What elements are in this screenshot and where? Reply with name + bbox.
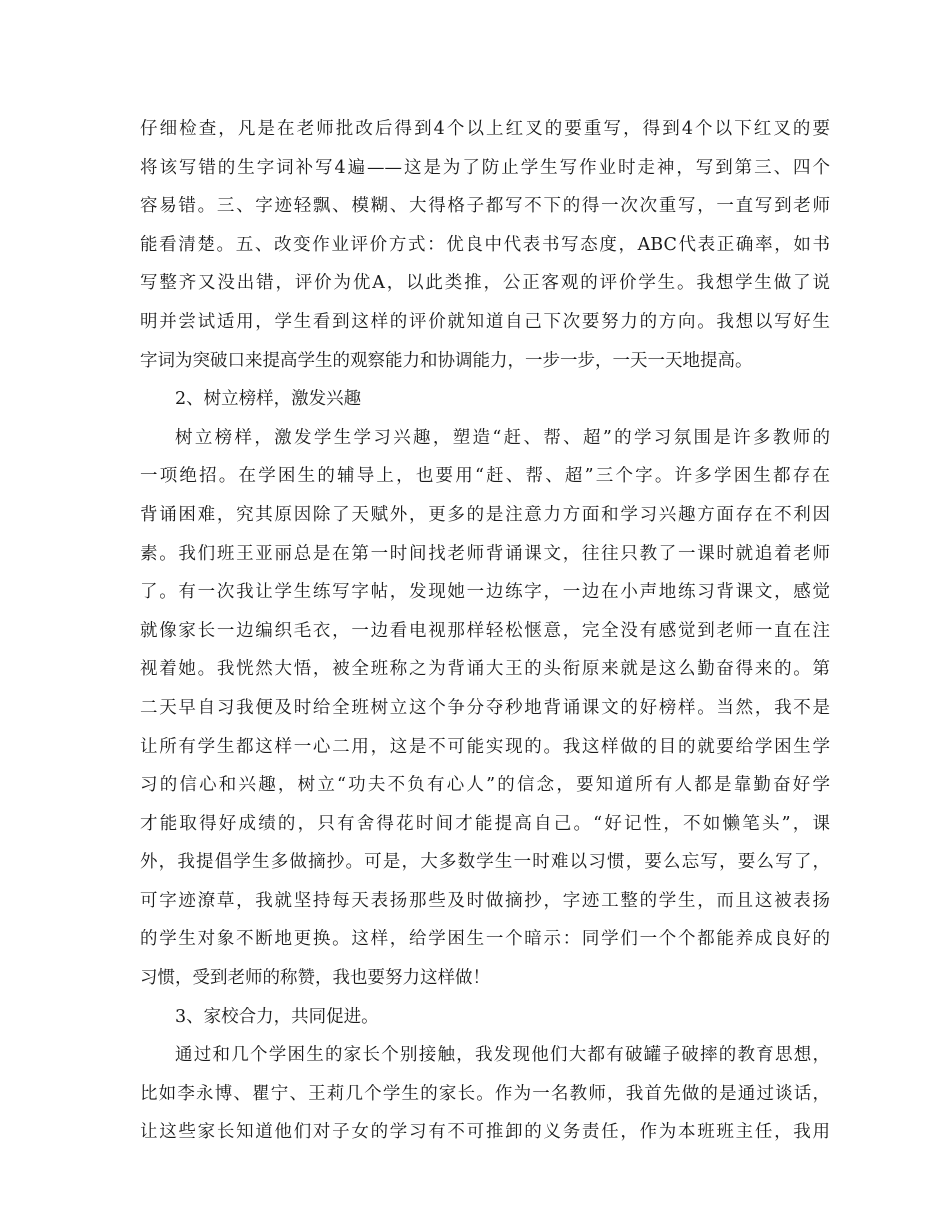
text-line: 素。我们班王亚丽总是在第一时间找老师背诵课文，往往只教了一课时就追着老师 xyxy=(140,543,830,564)
text-line: 比如李永博、瞿宁、王莉几个学生的家长。作为一名教师，我首先做的是通过谈话， xyxy=(140,1083,830,1104)
text-line: 一项绝招。在学困生的辅导上，也要用“赶、帮、超”三个字。许多学困生都存在 xyxy=(140,466,830,487)
text-line: 将该写错的生字词补写4遍——这是为了防止学生写作业时走神，写到第三、四个 xyxy=(140,157,830,178)
text-line: 的学生对象不断地更换。这样，给学困生一个暗示：同学们一个个都能养成良好的 xyxy=(140,929,830,950)
text-line: 可字迹潦草，我就坚持每天表扬那些及时做摘抄，字迹工整的学生，而且这被表扬 xyxy=(140,890,830,911)
text-line: 字词为突破口来提高学生的观察能力和协调能力，一步一步，一天一天地提高。 xyxy=(140,350,753,371)
text-line: 习的信心和兴趣，树立“功夫不负有心人”的信念，要知道所有人都是靠勤奋好学 xyxy=(140,775,830,796)
text-line: 写整齐又没出错，评价为优A，以此类推，公正客观的评价学生。我想学生做了说 xyxy=(140,273,830,294)
text-line: 通过和几个学困生的家长个别接触，我发现他们大都有破罐子破摔的教育思想， xyxy=(175,1045,830,1066)
text-line: 让所有学生都这样一心二用，这是不可能实现的。我这样做的目的就要给学困生学 xyxy=(140,736,830,757)
text-line: 让这些家长知道他们对子女的学习有不可推卸的义务责任，作为本班班主任，我用 xyxy=(140,1122,830,1143)
text-line: 能看清楚。五、改变作业评价方式：优良中代表书写态度，ABC代表正确率，如书 xyxy=(140,234,830,255)
text-line: 就像家长一边编织毛衣，一边看电视那样轻松惬意，完全没有感觉到老师一直在注 xyxy=(140,620,830,641)
text-line: 二天早自习我便及时给全班树立这个争分夺秒地背诵课文的好榜样。当然，我不是 xyxy=(140,697,830,718)
text-line: 2、树立榜样，激发兴趣 xyxy=(175,389,362,410)
text-line: 3、家校合力，共同促进。 xyxy=(175,1006,379,1027)
text-line: 了。有一次我让学生练写字帖，发现她一边练字，一边在小声地练习背课文，感觉 xyxy=(140,582,830,603)
text-line: 习惯，受到老师的称赞，我也要努力这样做！ xyxy=(140,968,490,989)
document-page xyxy=(140,110,830,1152)
text-line: 容易错。三、字迹轻飘、模糊、大得格子都写不下的得一次次重写，一直写到老师 xyxy=(140,196,830,217)
text-line: 视着她。我恍然大悟，被全班称之为背诵大王的头衔原来就是这么勤奋得来的。第 xyxy=(140,659,830,680)
text-line: 才能取得好成绩的，只有舍得花时间才能提高自己。“好记性，不如懒笔头”，课 xyxy=(140,813,830,834)
text-line: 树立榜样，激发学生学习兴趣，塑造“赶、帮、超”的学习氛围是许多教师的 xyxy=(175,427,830,448)
text-line: 仔细检查，凡是在老师批改后得到4个以上红叉的要重写，得到4个以下红叉的要 xyxy=(140,119,830,139)
text-line: 外，我提倡学生多做摘抄。可是，大多数学生一时难以习惯，要么忘写，要么写了， xyxy=(140,852,830,873)
text-line: 背诵困难，究其原因除了天赋外，更多的是注意力方面和学习兴趣方面存在不利因 xyxy=(140,504,830,525)
text-line: 明并尝试适用，学生看到这样的评价就知道自己下次要努力的方向。我想以写好生 xyxy=(140,311,830,332)
